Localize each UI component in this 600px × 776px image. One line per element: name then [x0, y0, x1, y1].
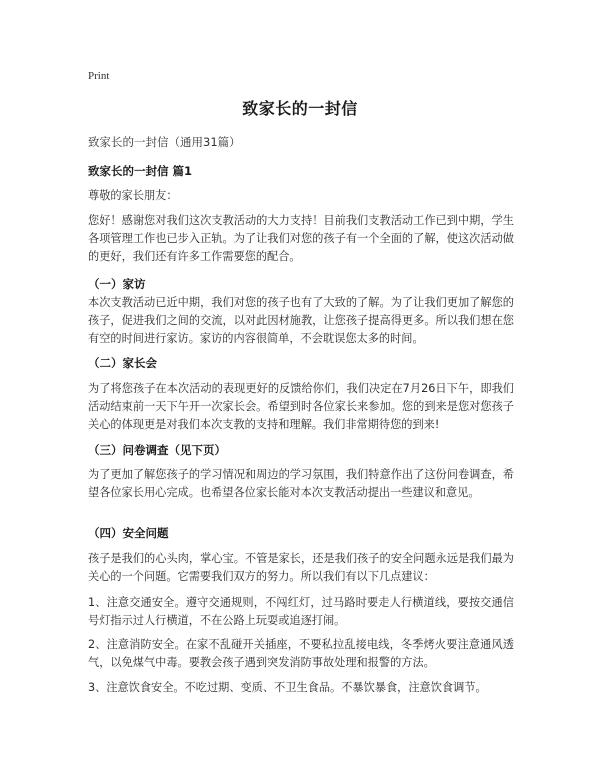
section-text-survey: 为了更加了解您孩子的学习情况和周边的学习氛围，我们特意作出了这份问卷调查，希望各位家长用心完成。也希望各位家长能对本次支教活动提出一些建议和意见。 — [88, 468, 514, 499]
section-text-home-visit: 本次支教活动已近中期，我们对您的孩子也有了大致的了解。为了让我们更加了解您的孩子，促进我们之间的交流，以对此因材施教，让您孩子提高得更多。所以我们想在您有空的时间进行家访。家访的内容很简单，不会耽误您太多的时间。 — [88, 296, 514, 345]
section-text-safety: 孩子是我们的心头肉，掌心宝。不管是家长，还是我们孩子的安全问题永远是我们最为关心的一个问题。它需要我们双方的努力。所以我们有以下几点建议： — [88, 552, 514, 583]
safety-item-food: 3、注意饮食安全。不吃过期、变质、不卫生食品。不暴饮暴食，注意饮食调节。 — [88, 681, 487, 694]
print-label: Print — [88, 70, 110, 82]
section-heading-home-visit: （一）家访 — [88, 277, 146, 291]
safety-item-traffic: 1、注意交通安全。遵守交通规则，不闯红灯，过马路时要走人行横道线，要按交通信号灯指示过人行横道，不在公路上玩耍或追逐打闹。 — [88, 596, 514, 627]
page-title: 致家长的一封信 — [242, 99, 358, 118]
article-heading: 致家长的一封信 篇1 — [88, 164, 193, 178]
safety-item-fire: 2、注意消防安全。在家不乱碰开关插座，不要私拉乱接电线，冬季烤火要注意通风透气，以免煤气中毒。要教会孩子遇到突发消防事故处理和报警的方法。 — [88, 638, 514, 669]
section-heading-parent-meeting: （二）家长会 — [88, 356, 157, 370]
section-heading-survey: （三）问卷调查（见下页） — [88, 443, 226, 457]
section-heading-safety: （四）安全问题 — [88, 526, 169, 540]
greeting-text: 尊敬的家长朋友： — [88, 189, 178, 202]
section-text-parent-meeting: 为了将您孩子在本次活动的表现更好的反馈给你们，我们决定在7月26日下午，即我们活动结束前一天下午开一次家长会。希望到时各位家长来参加。您的到来是您对您孩子关心的体现更是对我们本次支教的支持和理解。我们非常期待您的到来! — [88, 382, 514, 431]
intro-paragraph: 您好！感谢您对我们这次支教活动的大力支持！目前我们支教活动工作已到中期，学生各项管理工作也已步入正轨。为了让我们对您的孩子有一个全面的了解，使这次活动做的更好，我们还有许多工作需要您的配合。 — [88, 214, 514, 263]
document-subtitle: 致家长的一封信（通用31篇） — [88, 135, 241, 149]
